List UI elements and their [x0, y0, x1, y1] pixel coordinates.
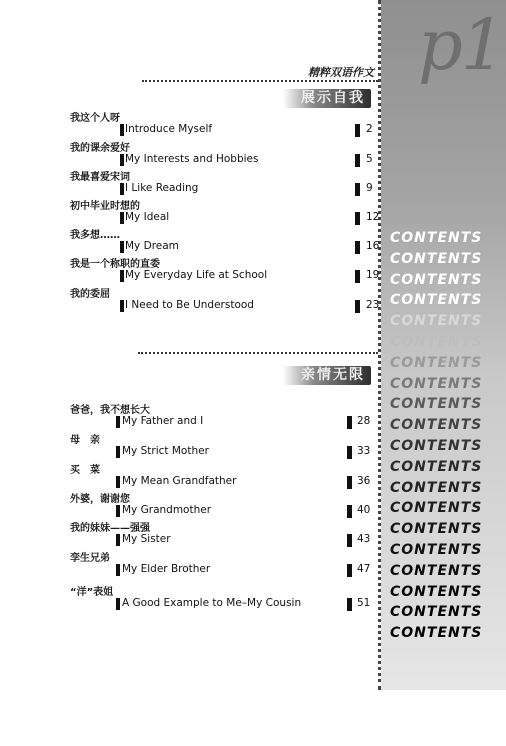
section-title: 亲情无限: [301, 367, 365, 383]
contents-word: CONTENTS: [390, 313, 483, 330]
entry-page-number: 19: [366, 269, 380, 281]
entry-english-title[interactable]: My Mean Grandfather: [122, 475, 237, 487]
entry-chinese-title: 孪生兄弟: [70, 553, 110, 564]
entry-english-title[interactable]: I Like Reading: [125, 182, 199, 194]
page-marker: [347, 505, 352, 518]
entry-marker: [116, 505, 120, 517]
entry-marker: [116, 416, 120, 428]
entry-marker: [116, 564, 120, 576]
page-marker: [347, 598, 352, 611]
entry-english-title[interactable]: My Ideal: [125, 211, 170, 223]
entry-english-title[interactable]: My Interests and Hobbies: [125, 153, 259, 165]
entry-english-title[interactable]: I Need to Be Understood: [125, 299, 254, 311]
entry-marker: [120, 300, 124, 312]
page-number: p1: [418, 4, 504, 86]
entry-english-title[interactable]: My Everyday Life at School: [125, 269, 268, 281]
entry-marker: [116, 476, 120, 488]
section-banner: [283, 89, 371, 108]
book-title: 精粹双语作文: [308, 66, 374, 79]
entry-marker: [116, 534, 120, 546]
contents-word: CONTENTS: [390, 521, 483, 538]
entry-marker: [120, 183, 124, 195]
entry-marker: [116, 446, 120, 458]
page-marker: [355, 241, 360, 254]
entry-page-number: 43: [357, 533, 371, 545]
entry-english-title[interactable]: My Sister: [122, 533, 171, 545]
contents-word: CONTENTS: [390, 334, 483, 350]
entry-page-number: 40: [357, 504, 371, 516]
entry-chinese-title: 母 亲: [70, 435, 100, 446]
header-dotted-rule: [142, 80, 378, 82]
section-title: 展示自我: [301, 90, 365, 106]
contents-word: CONTENTS: [390, 354, 483, 371]
section-banner: [283, 366, 371, 385]
contents-word: CONTENTS: [390, 479, 483, 496]
entry-page-number: 23: [366, 299, 380, 311]
contents-word: CONTENTS: [390, 604, 483, 621]
entry-english-title[interactable]: My Father and I: [122, 415, 204, 427]
entry-chinese-title: 我多想……: [70, 230, 120, 241]
page-marker: [355, 300, 360, 313]
entry-chinese-title: 我的课余爱好: [70, 143, 130, 154]
entry-chinese-title: 我是一个称职的直委: [70, 259, 160, 270]
page-marker: [347, 564, 352, 577]
entry-page-number: 9: [366, 182, 373, 194]
entry-english-title[interactable]: Introduce Myself: [125, 123, 213, 135]
entry-page-number: 2: [366, 123, 373, 135]
contents-word: CONTENTS: [390, 500, 483, 517]
contents-word: CONTENTS: [390, 583, 483, 600]
entry-chinese-title: 外婆，谢谢您: [70, 494, 130, 505]
entry-chinese-title: “洋”表姐: [70, 587, 114, 598]
contents-word: CONTENTS: [390, 375, 483, 392]
page-marker: [347, 446, 352, 459]
entry-page-number: 51: [357, 597, 371, 609]
entry-chinese-title: 我的妹妹——强强: [70, 523, 150, 534]
entry-marker: [116, 598, 120, 610]
page-marker: [355, 154, 360, 167]
entry-page-number: 16: [366, 240, 380, 252]
contents-word: CONTENTS: [390, 458, 483, 475]
entry-page-number: 47: [357, 563, 371, 575]
entry-english-title[interactable]: My Grandmother: [122, 504, 212, 516]
page-marker: [355, 212, 360, 225]
page-marker: [355, 270, 360, 283]
entry-chinese-title: 初中毕业时想的: [70, 201, 140, 212]
contents-word: CONTENTS: [390, 396, 483, 413]
entry-marker: [120, 241, 124, 253]
page-marker: [355, 124, 360, 137]
entry-chinese-title: 我的委屈: [70, 289, 110, 300]
entry-marker: [120, 270, 124, 282]
contents-word: CONTENTS: [390, 271, 483, 288]
contents-word: CONTENTS: [390, 292, 483, 309]
section-dotted-rule: [138, 352, 378, 354]
entry-english-title[interactable]: My Elder Brother: [122, 563, 211, 575]
page-marker: [355, 183, 360, 196]
entry-marker: [120, 154, 124, 166]
entry-chinese-title: 我这个人呀: [70, 113, 120, 124]
entry-english-title[interactable]: My Dream: [125, 240, 179, 252]
entry-page-number: 12: [366, 211, 380, 223]
entry-chinese-title: 爸爸，我不想长大: [70, 405, 150, 416]
contents-word: CONTENTS: [390, 562, 483, 579]
entry-chinese-title: 买 菜: [70, 465, 100, 476]
page-marker: [347, 476, 352, 489]
contents-word: CONTENTS: [390, 542, 483, 558]
entry-english-title[interactable]: A Good Example to Me–My Cousin: [122, 597, 302, 609]
contents-word: CONTENTS: [390, 230, 483, 246]
entry-english-title[interactable]: My Strict Mother: [122, 445, 209, 457]
page-marker: [347, 416, 352, 429]
sidebar-dotted-divider: [378, 0, 381, 690]
entry-page-number: 33: [357, 445, 371, 457]
entry-page-number: 36: [357, 475, 371, 487]
contents-word: CONTENTS: [390, 417, 483, 434]
entry-page-number: 28: [357, 415, 371, 427]
entry-page-number: 5: [366, 153, 373, 165]
entry-chinese-title: 我最喜爱宋词: [70, 172, 130, 183]
page-marker: [347, 534, 352, 547]
entry-marker: [120, 124, 124, 136]
contents-word: CONTENTS: [390, 625, 483, 642]
entry-marker: [120, 212, 124, 224]
contents-word: CONTENTS: [390, 250, 483, 267]
contents-word: CONTENTS: [390, 438, 483, 454]
